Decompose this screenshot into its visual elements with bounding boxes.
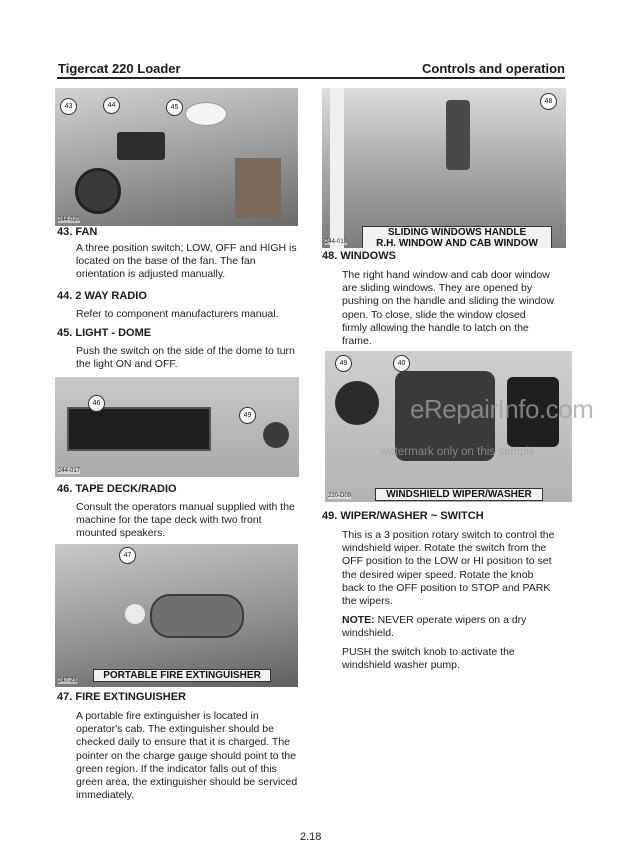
tape-deck-photo (55, 377, 299, 477)
wiper-switch-photo (325, 351, 572, 502)
callout-44: 44 (103, 97, 120, 114)
section-49-body: This is a 3 position rotary switch to control the windshield wiper. Rotate the switch from the OFF position to the LOW or HI position to set the desired wiper speed. Rotate the knob back to the OFF position to STOP and PARK the wipers. (342, 529, 555, 608)
section-45-title: 45. LIGHT - DOME (57, 327, 152, 339)
extinguisher-photo-caption: PORTABLE FIRE EXTINGUISHER (93, 669, 271, 682)
photo-code: 244-020 (58, 217, 81, 223)
section-48-title: 48. WINDOWS (322, 250, 396, 262)
note-text: NEVER operate wipers on a dry (374, 614, 527, 626)
section-49-push: PUSH the switch knob to activate the windshield washer pump. (342, 646, 515, 672)
caption-line-1: SLIDING WINDOWS HANDLE (387, 227, 527, 238)
section-title: Controls and operation (422, 61, 565, 76)
watermark-logo: eRepairInfo.com (410, 394, 594, 424)
caption-line-2: R.H. WINDOW AND CAB WINDOW (376, 238, 538, 248)
callout-46: 46 (88, 395, 105, 412)
section-47-body: A portable fire extinguisher is located in operator's cab. The extinguisher should be checked daily to ensure that it is charged. The pointer on the charge gauge should point to the green region. If the indicator falls out of this green area, the extinguisher should be serviced immediately. (76, 710, 298, 802)
header-rule (57, 77, 565, 79)
section-48-body: The right hand window and cab door window are sliding windows. They are opened by pushing on the handle and sliding the window open. To close, slide the window closed firmly allowing the handle to latch on the frame. (342, 269, 554, 348)
section-44-title: 44. 2 WAY RADIO (57, 290, 147, 302)
radio-unit-shape (117, 132, 165, 160)
tape-deck-shape (67, 407, 211, 451)
callout-43: 43 (60, 98, 77, 115)
fire-extinguisher-photo (55, 544, 298, 687)
callout-47: 47 (119, 547, 136, 564)
callout-48: 48 (540, 93, 557, 110)
photo-code: 247-23 (58, 678, 77, 684)
fan-radio-dome-photo (55, 88, 298, 226)
watermark-note: watermark only on this sample (380, 446, 536, 458)
window-handle-shape (446, 100, 470, 170)
wiper-photo-caption: WINDSHIELD WIPER/WASHER (375, 488, 543, 501)
section-43-body: A three position switch; LOW, OFF and HIGH is located on the base of the fan. The fan orientation is adjusted manually. (76, 242, 297, 281)
photo-code: 244-017 (58, 468, 81, 474)
callout-45: 45 (166, 99, 183, 116)
fan-shape (75, 168, 121, 214)
photo-code: 244-019 (325, 239, 348, 245)
page-number: 2.18 (300, 831, 322, 843)
cab-frame-shape (235, 158, 281, 218)
section-43-title: 43. FAN (57, 226, 98, 238)
callout-40: 40 (393, 355, 410, 372)
extinguisher-cylinder-shape (150, 594, 244, 638)
sliding-window-photo (322, 88, 566, 248)
window-frame-shape (330, 88, 344, 248)
charge-gauge-shape (125, 604, 145, 624)
note-label: NOTE: (342, 614, 375, 626)
callout-49: 49 (239, 407, 256, 424)
section-46-body: Consult the operators manual supplied with the machine for the tape deck with two front mounted speakers. (76, 501, 295, 540)
section-44-body: Refer to component manufacturers manual. (76, 308, 279, 320)
wiper-knob-shape (335, 381, 379, 425)
switch-knob-shape (263, 422, 289, 448)
section-49-note: NOTE: NEVER operate wipers on a dry windshield. (342, 614, 527, 640)
dome-light-shape (185, 102, 227, 126)
manual-title: Tigercat 220 Loader (58, 61, 181, 76)
section-46-title: 46. TAPE DECK/RADIO (57, 483, 177, 495)
window-photo-caption (362, 226, 552, 248)
section-49-title: 49. WIPER/WASHER ~ SWITCH (322, 510, 484, 522)
section-47-title: 47. FIRE EXTINGUISHER (57, 691, 186, 703)
photo-code: 220-D09 (328, 493, 352, 499)
callout-49: 49 (335, 355, 352, 372)
section-45-body: Push the switch on the side of the dome to turn the light ON and OFF. (76, 345, 295, 371)
